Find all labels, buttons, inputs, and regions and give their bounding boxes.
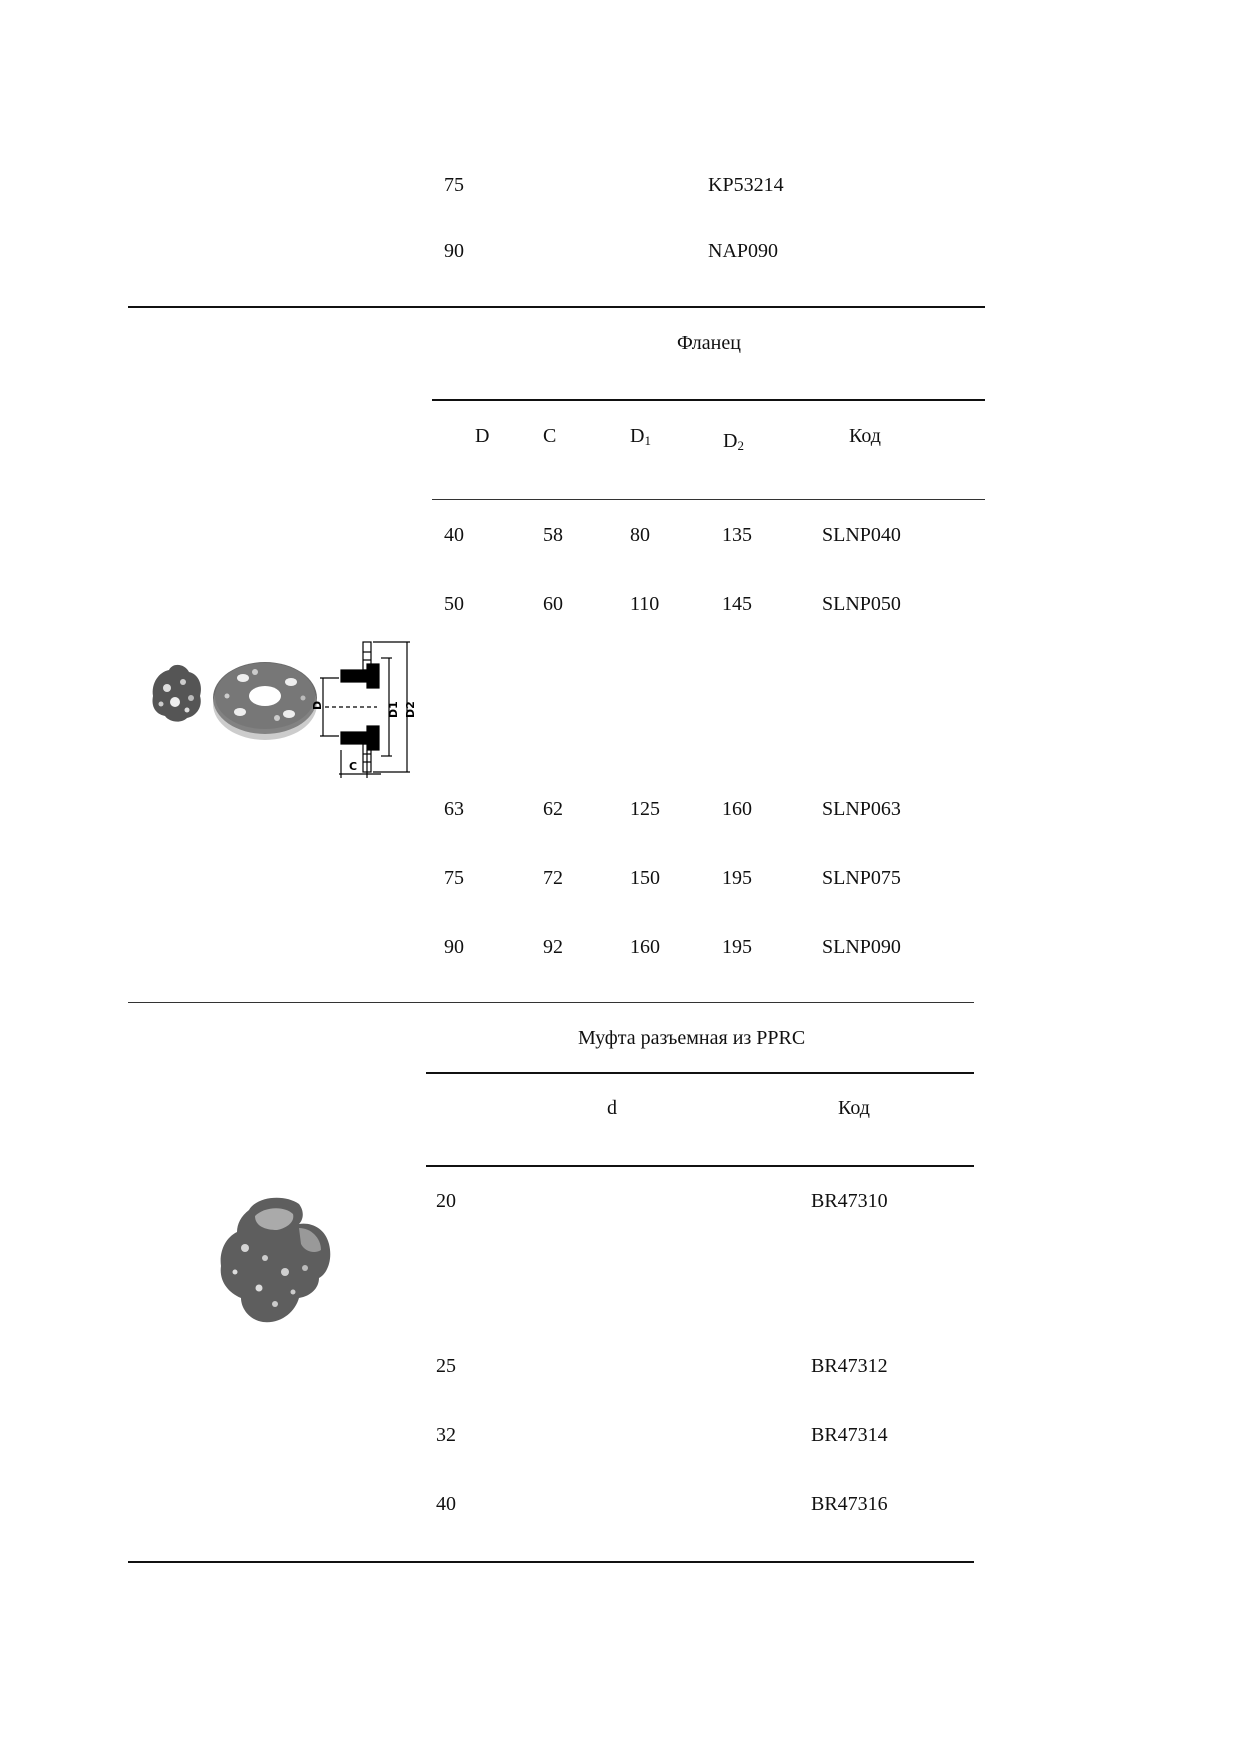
flange-row-5-c: 92 xyxy=(543,936,563,958)
flange-row-1-d: 40 xyxy=(444,524,464,546)
divider-middle xyxy=(128,1002,974,1003)
flange-header-d1: $D_1$ xyxy=(630,425,651,448)
union-row-4-code: BR47316 xyxy=(811,1493,888,1515)
flange-row-4-c: 72 xyxy=(543,867,563,889)
divider-bottom xyxy=(128,1561,974,1563)
flange-row-2-d: 50 xyxy=(444,593,464,615)
flange-row-4-d2: 195 xyxy=(722,867,752,889)
flange-row-4-d: 75 xyxy=(444,867,464,889)
union-row-2-code: BR47312 xyxy=(811,1355,888,1377)
flange-row-5-code: SLNP090 xyxy=(822,936,901,958)
flange-row-1-d1: 80 xyxy=(630,524,650,546)
flange-row-2-d1: 110 xyxy=(630,593,660,615)
drawing-label-d1: D1 xyxy=(387,701,400,718)
flange-header-d: D xyxy=(475,425,490,447)
union-row-4-d: 40 xyxy=(436,1493,456,1515)
flange-header-d2: $D_2$ xyxy=(723,430,744,453)
union-product-image xyxy=(215,1188,345,1328)
flange-row-5-d: 90 xyxy=(444,936,464,958)
flange-row-3-code: SLNP063 xyxy=(822,798,901,820)
top-row-2-code: NAP090 xyxy=(708,240,779,262)
flange-header-code: Код xyxy=(849,425,881,447)
flange-row-2-d2: 145 xyxy=(722,593,752,615)
top-row-1-d: 75 xyxy=(444,174,464,196)
union-row-1-d: 20 xyxy=(436,1190,456,1212)
flange-title: Фланец xyxy=(677,332,741,354)
union-header-top-rule xyxy=(426,1072,974,1074)
flange-small-photo xyxy=(153,665,201,722)
flange-header-top-rule xyxy=(432,399,985,401)
flange-product-image xyxy=(145,638,420,778)
flange-row-1-d2: 135 xyxy=(722,524,752,546)
flange-row-3-d1: 125 xyxy=(630,798,660,820)
flange-header-bottom-rule xyxy=(432,499,985,500)
flange-row-1-code: SLNP040 xyxy=(822,524,901,546)
top-row-1-code: KP53214 xyxy=(708,174,784,196)
flange-row-1-c: 58 xyxy=(543,524,563,546)
union-header-bottom-rule xyxy=(426,1165,974,1167)
flange-row-4-code: SLNP075 xyxy=(822,867,901,889)
drawing-label-d2: D2 xyxy=(404,701,417,718)
drawing-label-d: D xyxy=(311,700,324,710)
top-row-2-d: 90 xyxy=(444,240,464,262)
flange-row-3-d2: 160 xyxy=(722,798,752,820)
flange-row-5-d1: 160 xyxy=(630,936,660,958)
union-row-2-d: 25 xyxy=(436,1355,456,1377)
flange-row-4-d1: 150 xyxy=(630,867,660,889)
union-header-code: Код xyxy=(838,1097,870,1119)
flange-header-c: C xyxy=(543,425,557,447)
flange-row-3-c: 62 xyxy=(543,798,563,820)
union-header-d: d xyxy=(607,1097,617,1119)
union-row-3-d: 32 xyxy=(436,1424,456,1446)
divider-top xyxy=(128,306,985,308)
union-row-3-code: BR47314 xyxy=(811,1424,888,1446)
flange-row-2-c: 60 xyxy=(543,593,563,615)
flange-row-5-d2: 195 xyxy=(722,936,752,958)
union-title: Муфта разъемная из PPRC xyxy=(578,1027,806,1049)
union-row-1-code: BR47310 xyxy=(811,1190,888,1212)
drawing-label-c: C xyxy=(349,760,358,773)
flange-large-photo xyxy=(213,662,317,740)
flange-row-3-d: 63 xyxy=(444,798,464,820)
flange-row-2-code: SLNP050 xyxy=(822,593,901,615)
